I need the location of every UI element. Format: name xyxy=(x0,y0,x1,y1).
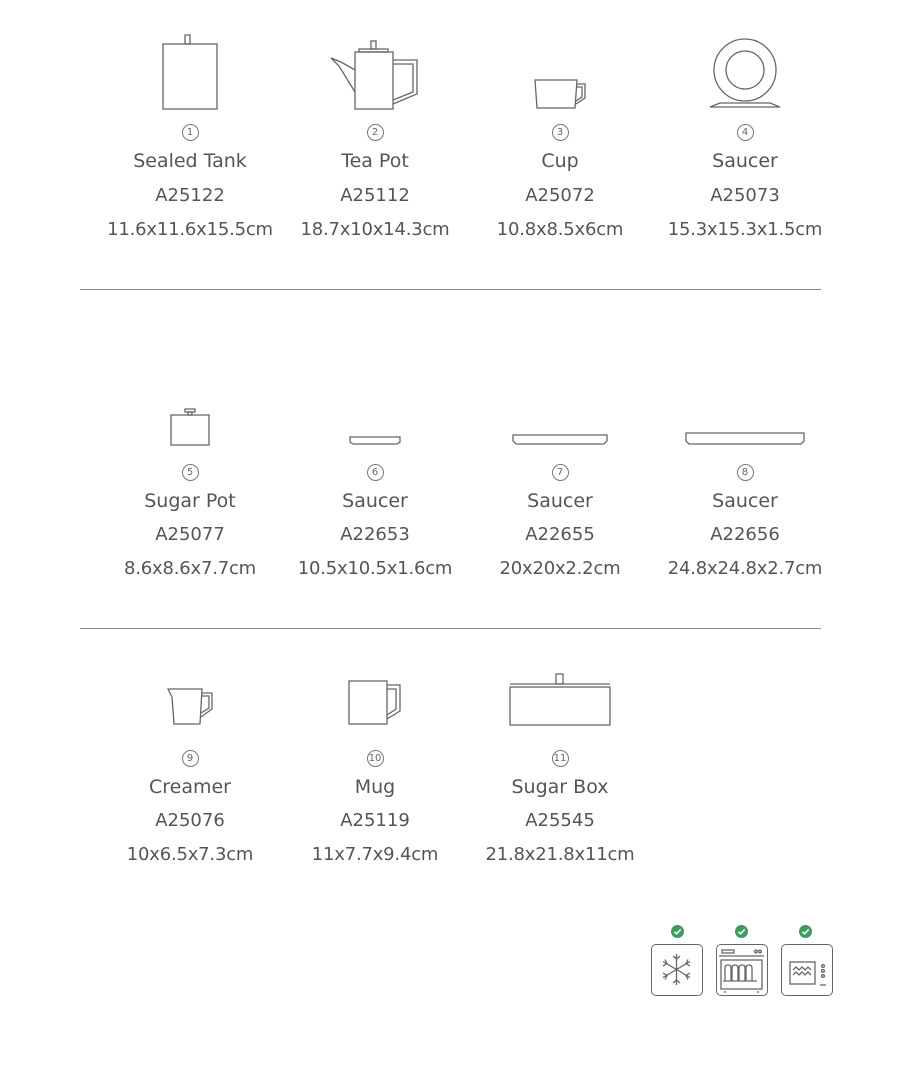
item-size: 10.5x10.5x1.6cm xyxy=(297,558,453,579)
item-size: 21.8x21.8x11cm xyxy=(485,844,635,865)
item-name: Saucer xyxy=(712,490,778,512)
item-code: A25073 xyxy=(710,185,780,206)
item-code: A22656 xyxy=(710,524,780,545)
sugar-pot-drawing xyxy=(95,408,285,448)
item-name: Sugar Box xyxy=(511,776,609,798)
saucer-drawing xyxy=(650,37,840,111)
item-number: 6 xyxy=(280,464,470,481)
item-code: A22655 xyxy=(525,524,595,545)
item-size: 8.6x8.6x7.7cm xyxy=(123,558,256,579)
item-code: A25119 xyxy=(340,810,410,831)
item-number: 4 xyxy=(650,124,840,141)
dishwasher-safe-badge xyxy=(716,944,768,996)
saucer-drawing xyxy=(465,434,655,446)
section-divider xyxy=(80,628,821,629)
microwave-safe-badge xyxy=(781,944,833,996)
item-name: Saucer xyxy=(527,490,593,512)
item-name: Sugar Pot xyxy=(144,490,236,512)
tea-pot-drawing xyxy=(280,40,470,112)
dishwasher-icon xyxy=(717,945,766,994)
cup-drawing xyxy=(465,78,655,112)
item-code: A25545 xyxy=(525,810,595,831)
item-name: Tea Pot xyxy=(341,150,409,172)
check-icon xyxy=(735,925,748,938)
item-number: 3 xyxy=(465,124,655,141)
item-name: Saucer xyxy=(712,150,778,172)
item-name: Saucer xyxy=(342,490,408,512)
microwave-icon xyxy=(782,945,831,994)
section-divider xyxy=(80,289,821,290)
item-name: Mug xyxy=(354,776,396,798)
item-size: 20x20x2.2cm xyxy=(499,558,621,579)
freezer-safe-badge xyxy=(651,944,703,996)
saucer-drawing xyxy=(280,436,470,446)
item-size: 11.6x11.6x15.5cm xyxy=(107,219,273,240)
sealed-tank-drawing xyxy=(95,34,285,112)
item-size: 10.8x8.5x6cm xyxy=(496,219,624,240)
item-code: A25112 xyxy=(340,185,410,206)
item-code: A25122 xyxy=(155,185,225,206)
item-number: 1 xyxy=(95,124,285,141)
item-number: 9 xyxy=(95,750,285,767)
item-code: A25076 xyxy=(155,810,225,831)
item-size: 10x6.5x7.3cm xyxy=(126,844,254,865)
item-number: 2 xyxy=(280,124,470,141)
check-icon xyxy=(671,925,684,938)
check-icon xyxy=(799,925,812,938)
item-number: 8 xyxy=(650,464,840,481)
item-size: 15.3x15.3x1.5cm xyxy=(667,219,823,240)
item-size: 11x7.7x9.4cm xyxy=(311,844,439,865)
item-number: 5 xyxy=(95,464,285,481)
item-size: 24.8x24.8x2.7cm xyxy=(667,558,823,579)
item-name: Sealed Tank xyxy=(133,150,247,172)
mug-drawing xyxy=(280,679,470,727)
item-number: 11 xyxy=(465,750,655,767)
item-code: A22653 xyxy=(340,524,410,545)
item-number: 10 xyxy=(280,750,470,767)
item-name: Cup xyxy=(541,150,579,172)
item-name: Creamer xyxy=(148,776,231,798)
item-code: A25077 xyxy=(155,524,225,545)
item-number: 7 xyxy=(465,464,655,481)
freezer-icon xyxy=(652,945,701,994)
item-size: 18.7x10x14.3cm xyxy=(300,219,450,240)
sugar-box-drawing xyxy=(465,673,655,727)
saucer-drawing xyxy=(650,432,840,446)
creamer-drawing xyxy=(95,687,285,727)
item-code: A25072 xyxy=(525,185,595,206)
